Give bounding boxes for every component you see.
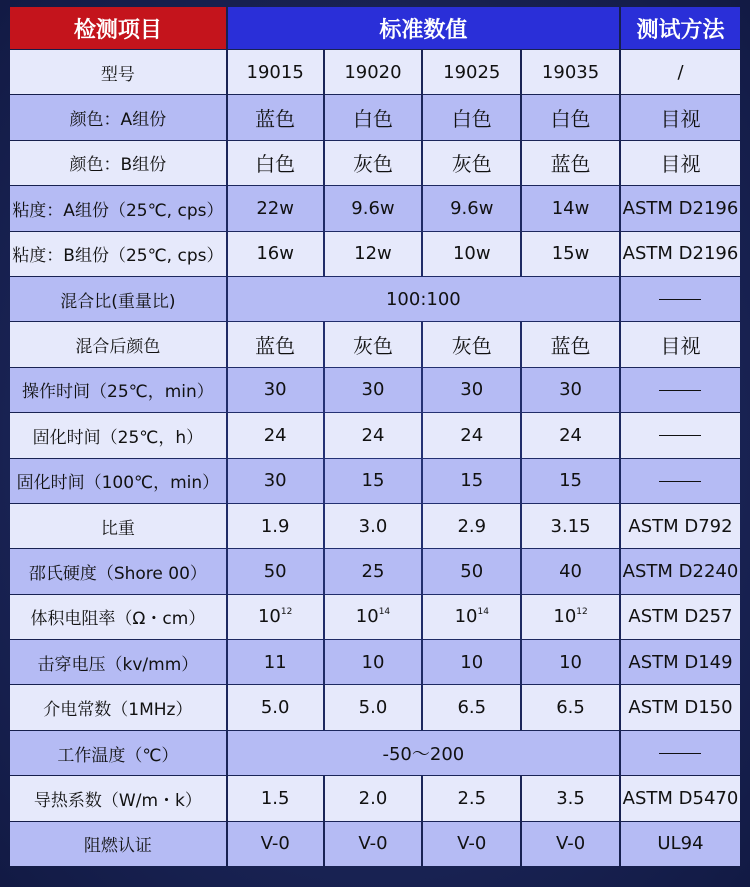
- table-row: [10, 595, 740, 639]
- value-cell: 15: [423, 459, 520, 503]
- row-label: 阻燃认证: [10, 822, 226, 866]
- method-cell: 目视: [621, 322, 740, 366]
- value-cell: 14w: [522, 186, 619, 230]
- method-cell: [621, 413, 740, 457]
- table-row: [10, 277, 740, 321]
- value-cell: 灰色: [423, 141, 520, 185]
- power-base: 10: [553, 606, 577, 628]
- table-row: [10, 549, 740, 593]
- value-cell: 9.6w: [423, 186, 520, 230]
- merged-value-cell: -50～200: [228, 731, 619, 775]
- value-cell: 19015: [228, 50, 323, 94]
- value-cell: 蓝色: [228, 95, 323, 139]
- method-cell: ASTM D2196: [621, 232, 740, 276]
- merged-value-cell: 100:100: [228, 277, 619, 321]
- value-cell: [325, 595, 422, 639]
- value-cell: 11: [228, 640, 323, 684]
- value-cell: 6.5: [522, 685, 619, 729]
- row-label: 固化时间（25℃，h）: [10, 413, 226, 457]
- row-label: 粘度：B组份（25℃, cps）: [10, 232, 226, 276]
- spec-table: [8, 6, 742, 867]
- table-row: [10, 232, 740, 276]
- method-cell: [621, 277, 740, 321]
- method-cell: ASTM D2196: [621, 186, 740, 230]
- row-label: 比重: [10, 504, 226, 548]
- value-cell: 5.0: [228, 685, 323, 729]
- power-base: 10: [454, 606, 478, 628]
- value-cell: 15w: [522, 232, 619, 276]
- value-cell: 10w: [423, 232, 520, 276]
- row-label: 颜色：B组份: [10, 141, 226, 185]
- value-cell: 蓝色: [522, 141, 619, 185]
- value-cell: 50: [423, 549, 520, 593]
- power-base: 10: [257, 606, 281, 628]
- table-row: [10, 776, 740, 820]
- power-base: 10: [355, 606, 379, 628]
- value-cell: 19035: [522, 50, 619, 94]
- header-item: 检测项目: [10, 7, 226, 49]
- value-cell: 白色: [325, 95, 422, 139]
- value-cell: 5.0: [325, 685, 422, 729]
- method-cell: [621, 368, 740, 412]
- value-cell: 1.9: [228, 504, 323, 548]
- power-exponent: 12: [576, 607, 588, 618]
- value-cell: [522, 595, 619, 639]
- row-label: 型号: [10, 50, 226, 94]
- row-label: 击穿电压（kv/mm）: [10, 640, 226, 684]
- table-row: [10, 141, 740, 185]
- value-cell: 30: [325, 368, 422, 412]
- value-cell: V-0: [522, 822, 619, 866]
- value-cell: 10: [325, 640, 422, 684]
- method-cell: UL94: [621, 822, 740, 866]
- row-label: 混合后颜色: [10, 322, 226, 366]
- dash-mark: [659, 435, 701, 436]
- value-cell: 蓝色: [228, 322, 323, 366]
- method-cell: ASTM D149: [621, 640, 740, 684]
- method-cell: 目视: [621, 141, 740, 185]
- row-label: 操作时间（25℃，min）: [10, 368, 226, 412]
- table-row: [10, 640, 740, 684]
- table-row: [10, 504, 740, 548]
- value-cell: 3.0: [325, 504, 422, 548]
- value-cell: [228, 595, 323, 639]
- value-cell: 9.6w: [325, 186, 422, 230]
- value-cell: 灰色: [325, 141, 422, 185]
- table-row: [10, 822, 740, 866]
- header-method: 测试方法: [621, 7, 740, 49]
- method-cell: ASTM D150: [621, 685, 740, 729]
- value-cell: 白色: [228, 141, 323, 185]
- row-label: 颜色：A组份: [10, 95, 226, 139]
- value-cell: 蓝色: [522, 322, 619, 366]
- method-cell: ASTM D792: [621, 504, 740, 548]
- header-row: [10, 7, 740, 49]
- value-cell: 10: [522, 640, 619, 684]
- table-row: [10, 459, 740, 503]
- table-row: [10, 685, 740, 729]
- value-cell: 19020: [325, 50, 422, 94]
- method-cell: 目视: [621, 95, 740, 139]
- method-cell: ASTM D5470: [621, 776, 740, 820]
- value-cell: 灰色: [325, 322, 422, 366]
- header-standard: 标准数值: [228, 7, 619, 49]
- value-cell: 16w: [228, 232, 323, 276]
- row-label: 体积电阻率（Ω・cm）: [10, 595, 226, 639]
- value-cell: 1.5: [228, 776, 323, 820]
- value-cell: 40: [522, 549, 619, 593]
- table-row: [10, 186, 740, 230]
- dash-mark: [659, 390, 701, 391]
- value-cell: 30: [522, 368, 619, 412]
- method-cell: [621, 731, 740, 775]
- value-cell: 灰色: [423, 322, 520, 366]
- table-row: [10, 368, 740, 412]
- value-cell: 30: [228, 459, 323, 503]
- power-exponent: 12: [280, 607, 293, 618]
- value-cell: V-0: [423, 822, 520, 866]
- row-label: 介电常数（1MHz）: [10, 685, 226, 729]
- table-row: [10, 322, 740, 366]
- value-cell: 6.5: [423, 685, 520, 729]
- table-row: [10, 731, 740, 775]
- value-cell: 24: [325, 413, 422, 457]
- value-cell: 12w: [325, 232, 422, 276]
- value-cell: 白色: [522, 95, 619, 139]
- value-cell: V-0: [228, 822, 323, 866]
- table-row: [10, 50, 740, 94]
- value-cell: 25: [325, 549, 422, 593]
- row-label: 混合比(重量比): [10, 277, 226, 321]
- row-label: 固化时间（100℃，min）: [10, 459, 226, 503]
- row-label: 邵氏硬度（Shore 00）: [10, 549, 226, 593]
- method-cell: [621, 459, 740, 503]
- value-cell: 3.15: [522, 504, 619, 548]
- method-cell: /: [621, 50, 740, 94]
- value-cell: 24: [228, 413, 323, 457]
- table-row: [10, 95, 740, 139]
- value-cell: 50: [228, 549, 323, 593]
- value-cell: 24: [423, 413, 520, 457]
- dash-mark: [659, 299, 701, 300]
- value-cell: 15: [522, 459, 619, 503]
- value-cell: 19025: [423, 50, 520, 94]
- value-cell: [423, 595, 520, 639]
- method-cell: ASTM D257: [621, 595, 740, 639]
- value-cell: 3.5: [522, 776, 619, 820]
- power-exponent: 14: [378, 607, 391, 618]
- value-cell: 30: [423, 368, 520, 412]
- value-cell: 2.0: [325, 776, 422, 820]
- value-cell: 2.9: [423, 504, 520, 548]
- value-cell: 24: [522, 413, 619, 457]
- row-label: 粘度：A组份（25℃, cps）: [10, 186, 226, 230]
- dash-mark: [659, 753, 701, 754]
- table-row: [10, 413, 740, 457]
- method-cell: ASTM D2240: [621, 549, 740, 593]
- row-label: 工作温度（℃）: [10, 731, 226, 775]
- value-cell: 22w: [228, 186, 323, 230]
- value-cell: 15: [325, 459, 422, 503]
- row-label: 导热系数（W/m・k）: [10, 776, 226, 820]
- power-exponent: 14: [477, 607, 489, 618]
- value-cell: 白色: [423, 95, 520, 139]
- value-cell: 10: [423, 640, 520, 684]
- value-cell: 2.5: [423, 776, 520, 820]
- value-cell: V-0: [325, 822, 422, 866]
- value-cell: 30: [228, 368, 323, 412]
- dash-mark: [659, 481, 701, 482]
